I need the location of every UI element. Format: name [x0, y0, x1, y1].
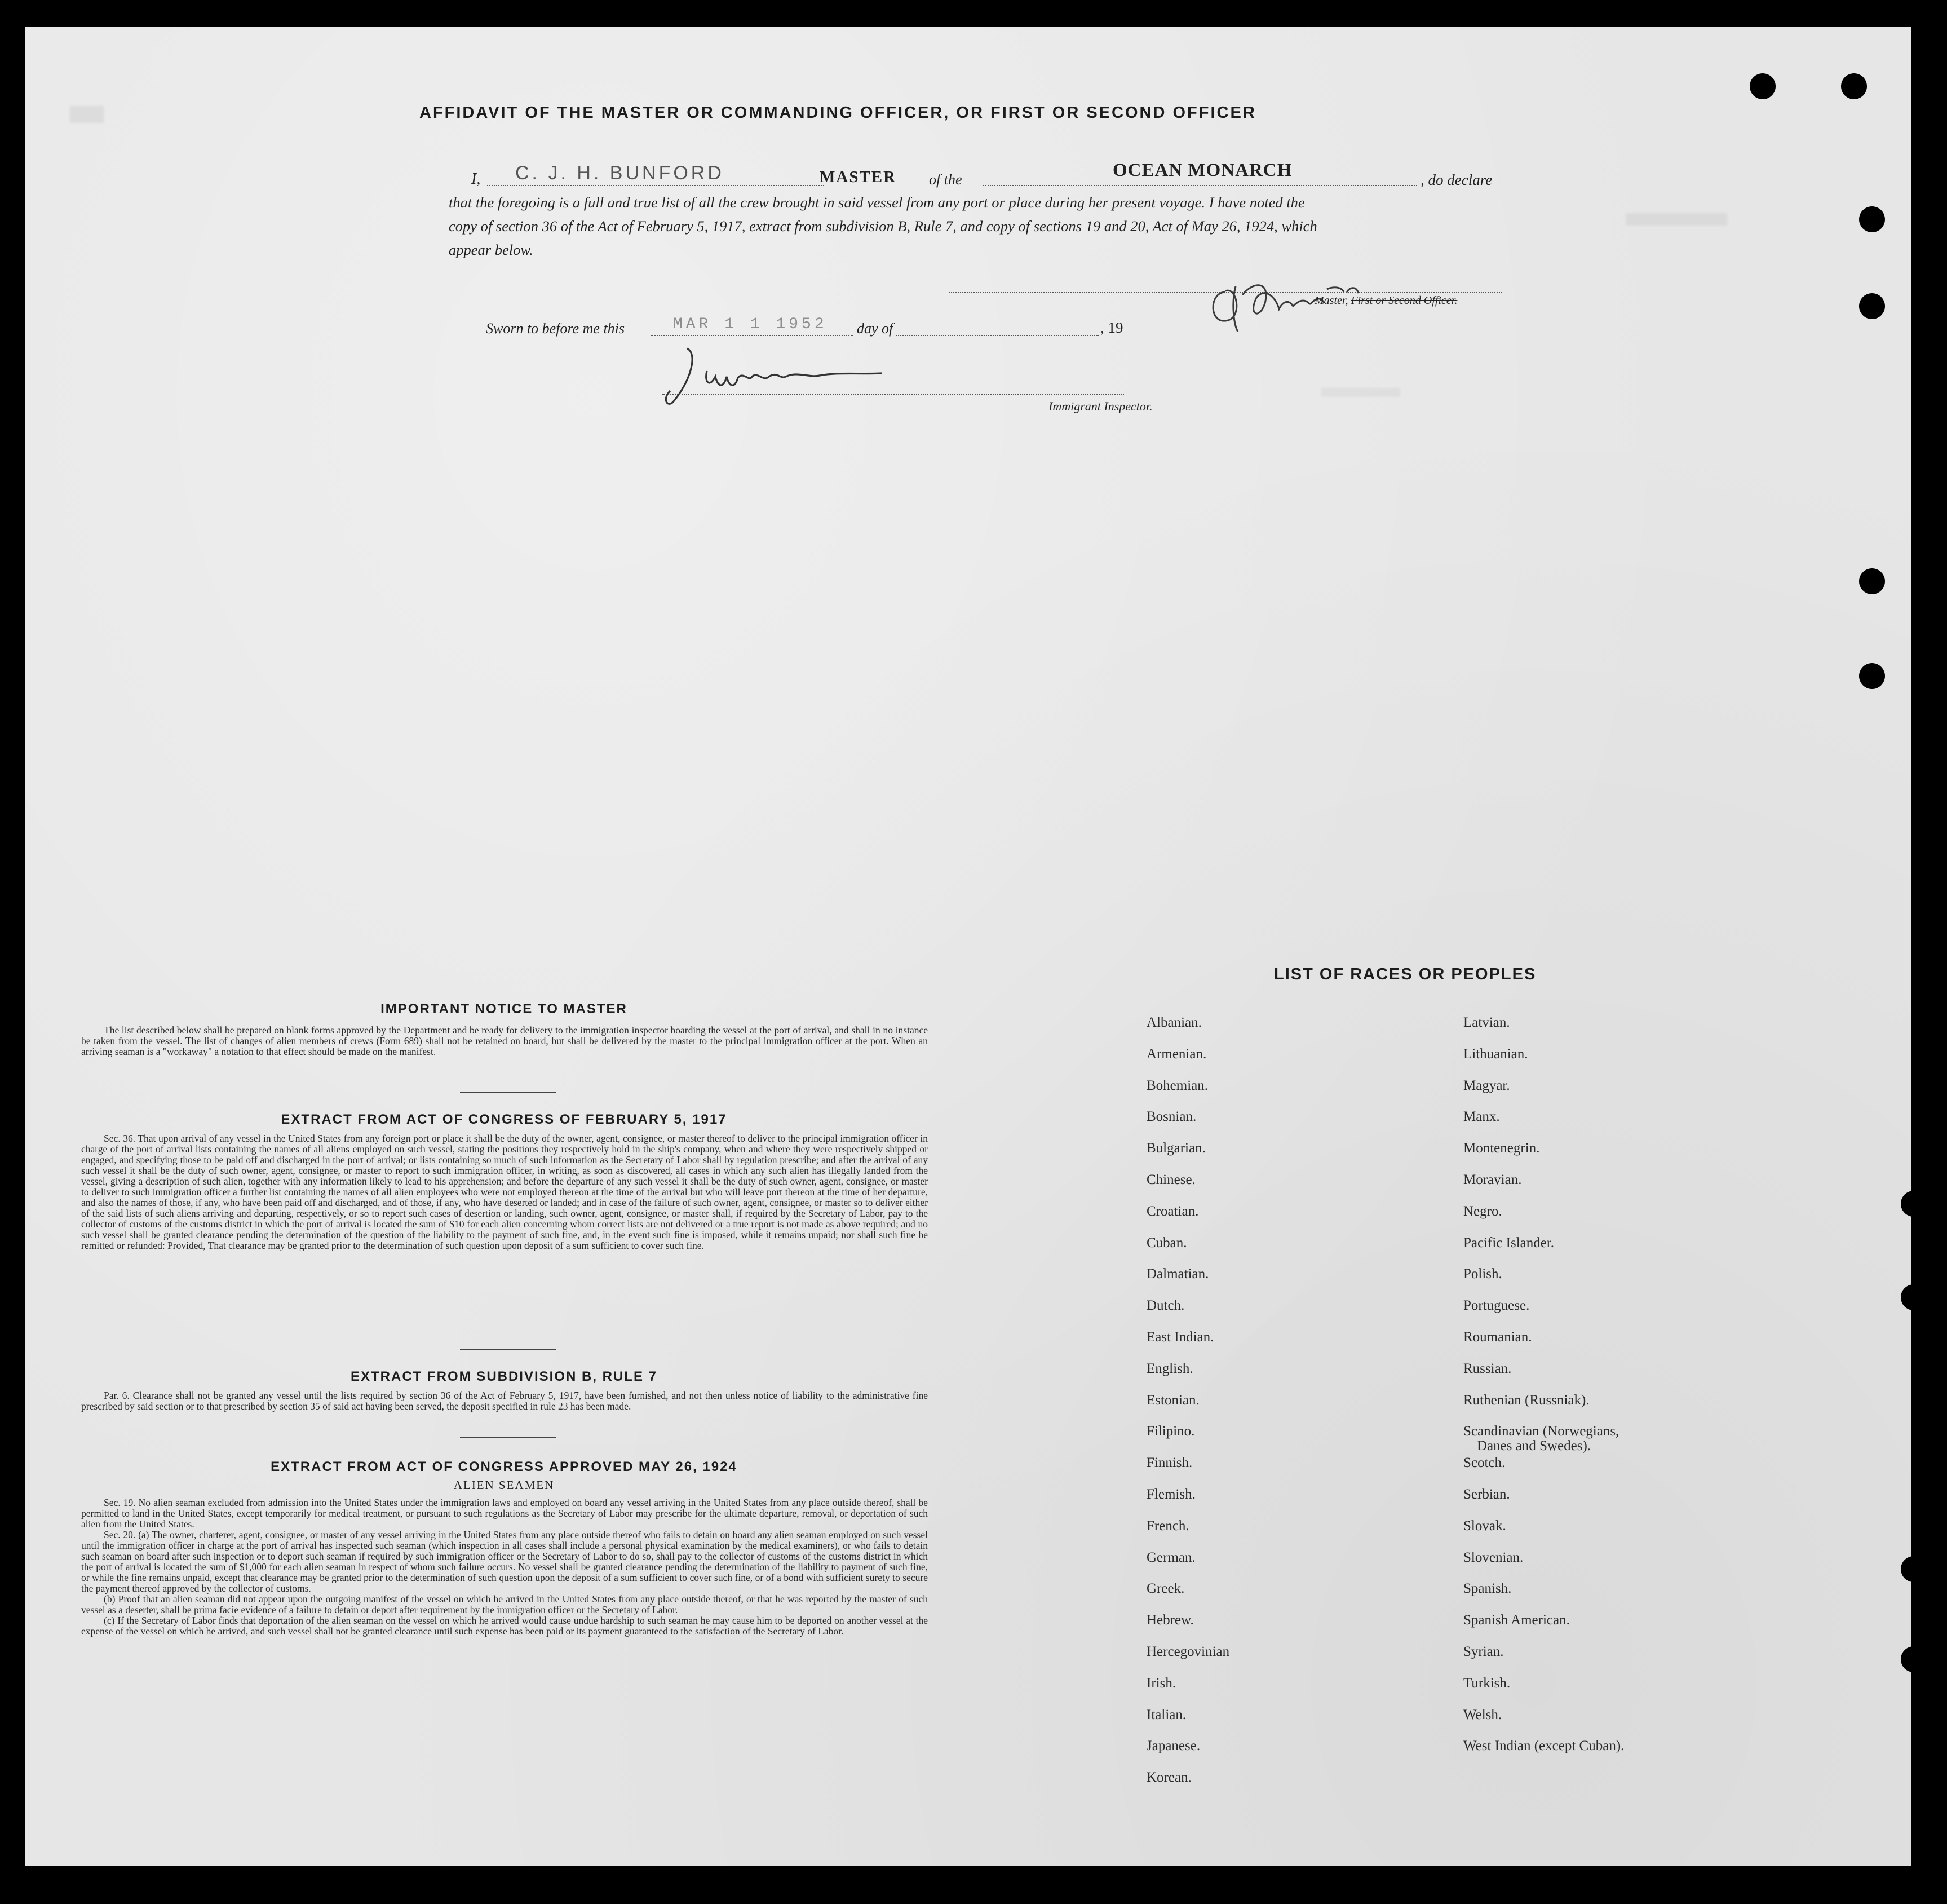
race-item: Bulgarian.: [1147, 1141, 1206, 1156]
bleed-through-mark: [1626, 213, 1727, 226]
sworn-date-stamp: MAR 1 1 1952: [673, 316, 828, 333]
race-item: Moravian.: [1463, 1172, 1522, 1187]
race-item: Slovenian.: [1463, 1549, 1524, 1565]
race-item: Hebrew.: [1147, 1613, 1194, 1628]
race-item: Latvian.: [1463, 1015, 1510, 1030]
race-item: Italian.: [1147, 1707, 1187, 1722]
punch-hole: [1750, 73, 1776, 99]
race-item: Polish.: [1463, 1266, 1502, 1282]
race-item: Montenegrin.: [1463, 1141, 1540, 1156]
vessel-line: [983, 185, 1417, 186]
month-line: [896, 335, 1099, 336]
race-item: Magyar.: [1463, 1077, 1510, 1093]
inspector-caption: Immigrant Inspector.: [1048, 399, 1153, 413]
section-divider: [460, 1437, 556, 1438]
race-item: Spanish American.: [1463, 1613, 1570, 1628]
race-item: Armenian.: [1147, 1046, 1207, 1062]
race-item: Slovak.: [1463, 1518, 1506, 1534]
section-20c-paragraph: (c) If the Secretary of Labor finds that deportation of the alien seaman on the vessel on which he arrived would cause undue hardship to such seaman he may cause him to be deported on another vessel at the expense of the vessel on which he arrived, and such vessel shall not be granted clearance until such expense has been paid or its payment guaranteed to the satisfaction of the Secretary of Labor.: [81, 1615, 928, 1637]
affidavit-line-2: copy of section 36 of the Act of February 5, 1917, extract from subdivision B, Rule 7, and copy of sections 19 and 20, Act of May 26, 1924, which: [449, 218, 1317, 235]
sworn-date-line: [651, 335, 853, 336]
rule-7-paragraph: Par. 6. Clearance shall not be granted any vessel until the lists required by section 36 of the Act of February 5, 1917, have been furnished, and not then unless notice of liability to the administrative fine prescribed by said section or to that prescribed by section 35 of said act having been served, the deposit specified in rule 23 has been made.: [81, 1390, 928, 1412]
race-item: Finnish.: [1147, 1455, 1193, 1471]
inspector-signature: [645, 337, 915, 416]
race-item: Cuban.: [1147, 1235, 1187, 1251]
race-item: Spanish.: [1463, 1581, 1512, 1597]
race-item: Ruthenian (Russniak).: [1463, 1392, 1590, 1408]
race-item: Lithuanian.: [1463, 1046, 1528, 1062]
race-item: Roumanian.: [1463, 1329, 1532, 1345]
race-item: Estonian.: [1147, 1392, 1200, 1408]
race-item: Bosnian.: [1147, 1109, 1197, 1125]
race-item: Portuguese.: [1463, 1298, 1530, 1314]
races-title: LIST OF RACES OR PEOPLES: [1274, 965, 1537, 983]
race-item: English.: [1147, 1360, 1193, 1376]
race-item: Turkish.: [1463, 1675, 1511, 1691]
race-item: Dalmatian.: [1147, 1266, 1209, 1282]
race-item: Welsh.: [1463, 1707, 1502, 1722]
race-item: Flemish.: [1147, 1487, 1196, 1502]
document-page: [25, 27, 1911, 1866]
race-item: Japanese.: [1147, 1738, 1201, 1754]
rank: MASTER: [820, 168, 897, 186]
rule-7-text: [81, 1390, 928, 1412]
race-item: Albanian.: [1147, 1015, 1202, 1030]
year-prefix: , 19: [1100, 319, 1123, 336]
race-item: East Indian.: [1147, 1329, 1214, 1345]
race-item: Danes and Swedes).: [1477, 1438, 1591, 1454]
race-item: Greek.: [1147, 1581, 1185, 1597]
race-item: Filipino.: [1147, 1424, 1195, 1439]
race-item: Bohemian.: [1147, 1077, 1209, 1093]
caption-master: Master,: [1315, 294, 1348, 307]
notice-paragraph: The list described below shall be prepared on blank forms approved by the Department and be ready for delivery to the immigration inspector boarding the vessel at the port of arrival, and shall in no instance be taken from the vessel. The list of changes of alien members of crews (Form 689) shall not be retained on board, but shall be delivered by the master to the principal immigration officer at the port. When an arriving seaman is a "workaway" a notation to that effect should be made on the manifest.: [81, 1024, 928, 1057]
officer-name: C. J. H. BUNFORD: [515, 162, 724, 184]
race-item: Manx.: [1463, 1109, 1500, 1125]
extract-1924-title: EXTRACT FROM ACT OF CONGRESS APPROVED MAY 26, 1924: [271, 1459, 737, 1474]
race-item: German.: [1147, 1549, 1196, 1565]
of-the-label: of the: [929, 171, 962, 188]
notice-text: [81, 1025, 928, 1057]
race-item: Croatian.: [1147, 1203, 1199, 1219]
section-20a-paragraph: Sec. 20. (a) The owner, charterer, agent, consignee, or master of any vessel arriving in the United States from any place outside thereof who fails to detain on board any alien seaman employed on such vessel until the immigration officer in charge at the port of arrival has inspected such seaman (which inspection in all cases shall include a personal physical examination by the medical examiners), or who fails to detain such seaman on board after such inspection or to deport such seaman if required by such immigration officer or the Secretary of Labor to do so, shall pay to the collector of customs of the customs district in which the port of arrival is located the sum of $1,000 for each alien seaman in respect of whom such failure occurs. No vessel shall be granted clearance pending the determination of the liability to payment of such fine, or while the fine remains unpaid, except that clearance may be granted prior to the determination of such question upon the deposit of a sum sufficient to cover such fine, or of a bond with sufficient surety to secure the payment thereof approved by the collector of customs.: [81, 1529, 928, 1594]
section-19-paragraph: Sec. 19. No alien seaman excluded from admission into the United States under the immigration laws and employed on board any vessel arriving in the United States from any place outside thereof, shall be permitted to land in the United States, except temporarily for medical treatment, or pursuant to such regulations as the Secretary of Labor may prescribe for the ultimate departure, removal, or deportation of such alien from the United States.: [81, 1497, 928, 1530]
extract-1917-title: EXTRACT FROM ACT OF CONGRESS OF FEBRUARY 5, 1917: [281, 1112, 727, 1127]
race-item: West Indian (except Cuban).: [1463, 1738, 1625, 1754]
day-of-label: day of: [857, 320, 893, 337]
vessel-name: OCEAN MONARCH: [1113, 160, 1293, 180]
affidavit-line-1: that the foregoing is a full and true list of all the crew brought in said vessel from any port or place during her present voyage. I have noted the: [449, 194, 1305, 211]
extract-1924-text: [81, 1497, 928, 1637]
section-divider: [460, 1349, 556, 1350]
do-declare-label: , do declare: [1421, 171, 1493, 188]
race-item: Scandinavian (Norwegians,: [1463, 1424, 1619, 1439]
race-item: Serbian.: [1463, 1487, 1510, 1502]
race-item: Scotch.: [1463, 1455, 1506, 1471]
punch-hole: [1859, 206, 1885, 232]
race-item: Negro.: [1463, 1203, 1502, 1219]
section-20b-paragraph: (b) Proof that an alien seaman did not appear upon the outgoing manifest of the vessel on which he arrived in the United States from any place outside thereof, or that he was reported by the master of such vessel as a deserter, shall be prima facie evidence of a failure to detain or deport after requirement by the immigration officer or the Secretary of Labor.: [81, 1593, 928, 1615]
alien-seamen-subtitle: ALIEN SEAMEN: [453, 1478, 555, 1492]
punch-hole: [1901, 1556, 1927, 1582]
punch-hole: [1841, 73, 1867, 99]
bleed-through-mark: [1321, 388, 1400, 397]
officer-name-line: [487, 185, 824, 186]
punch-hole: [1901, 1646, 1927, 1672]
master-signature-caption: [1315, 294, 1457, 307]
bleed-through-mark: [70, 106, 104, 123]
i-label: I,: [471, 170, 481, 188]
race-item: Dutch.: [1147, 1298, 1185, 1314]
caption-struck-officer: First or Second Officer.: [1351, 294, 1458, 307]
punch-hole: [1859, 568, 1885, 594]
extract-1917-text: [81, 1133, 928, 1251]
sworn-label: Sworn to before me this: [486, 320, 625, 337]
race-item: Syrian.: [1463, 1644, 1504, 1659]
race-item: Pacific Islander.: [1463, 1235, 1555, 1251]
race-item: Chinese.: [1147, 1172, 1196, 1187]
punch-hole: [1901, 1284, 1927, 1310]
affidavit-line-3: appear below.: [449, 241, 533, 258]
rule-7-title: EXTRACT FROM SUBDIVISION B, RULE 7: [350, 1369, 658, 1384]
section-divider: [460, 1092, 556, 1093]
race-item: Korean.: [1147, 1770, 1192, 1786]
race-item: Hercegovinian: [1147, 1644, 1230, 1659]
punch-hole: [1859, 663, 1885, 689]
race-item: French.: [1147, 1518, 1189, 1534]
race-item: Russian.: [1463, 1360, 1512, 1376]
punch-hole: [1901, 1191, 1927, 1217]
inspector-signature-line: [662, 394, 1124, 395]
punch-hole: [1859, 293, 1885, 319]
section-36-paragraph: Sec. 36. That upon arrival of any vessel in the United States from any foreign port or place it shall be the duty of the owner, agent, consignee, or master thereof to deliver to the principal immigration officer in charge of the port of arrival lists containing the names of all aliens employed on such vessel, stating the positions they respectively hold in the ship's company, when and where they were respectively shipped or engaged, and specifying those to be paid off and discharged in the port of arrival; or lists containing so much of such information as the Secretary of Labor shall by regulation prescribe; and after the arrival of any such vessel it shall be the duty of such owner, agent, consignee, or master to report to such immigration officer, in writing, as soon as discovered, all cases in which any such alien has illegally landed from the vessel, giving a description of such alien, together with any information likely to lead to his apprehension; and before the departure of any such vessel it shall be the duty of such owner, agent, consignee, or master to deliver to such immigration officer a further list containing the names of all alien employees who were not employed thereon at the time of the arrival but who will leave port thereon at the time of her departure, and also the names of those, if any, who have been paid off and discharged, and of those, if any, who have deserted or landed; and in case of the failure of such owner, agent, consignee, or master so to deliver either of the said lists of such aliens arriving and departing, respectively, or so to report such cases of desertion or landing, such owner, agent, consignee, or master shall, if required by the Secretary of Labor, pay to the collector of customs of the customs district in which the port of arrival is located the sum of $10 for each alien concerning whom correct lists are not delivered or a true report is not made as above required; and no such vessel shall be granted clearance pending the determination of the question of the liability to the payment of such fine, and, in the event such fine is imposed, while it remains unpaid; nor shall such fine be remitted or refunded: Provided, That clearance may be granted prior to the determination of such question upon deposit of a sum sufficient to cover such fine.: [81, 1133, 928, 1251]
race-item: Irish.: [1147, 1675, 1176, 1691]
affidavit-title: AFFIDAVIT OF THE MASTER OR COMMANDING OFFICER, OR FIRST OR SECOND OFFICER: [419, 104, 1256, 122]
notice-title: IMPORTANT NOTICE TO MASTER: [380, 1001, 627, 1017]
